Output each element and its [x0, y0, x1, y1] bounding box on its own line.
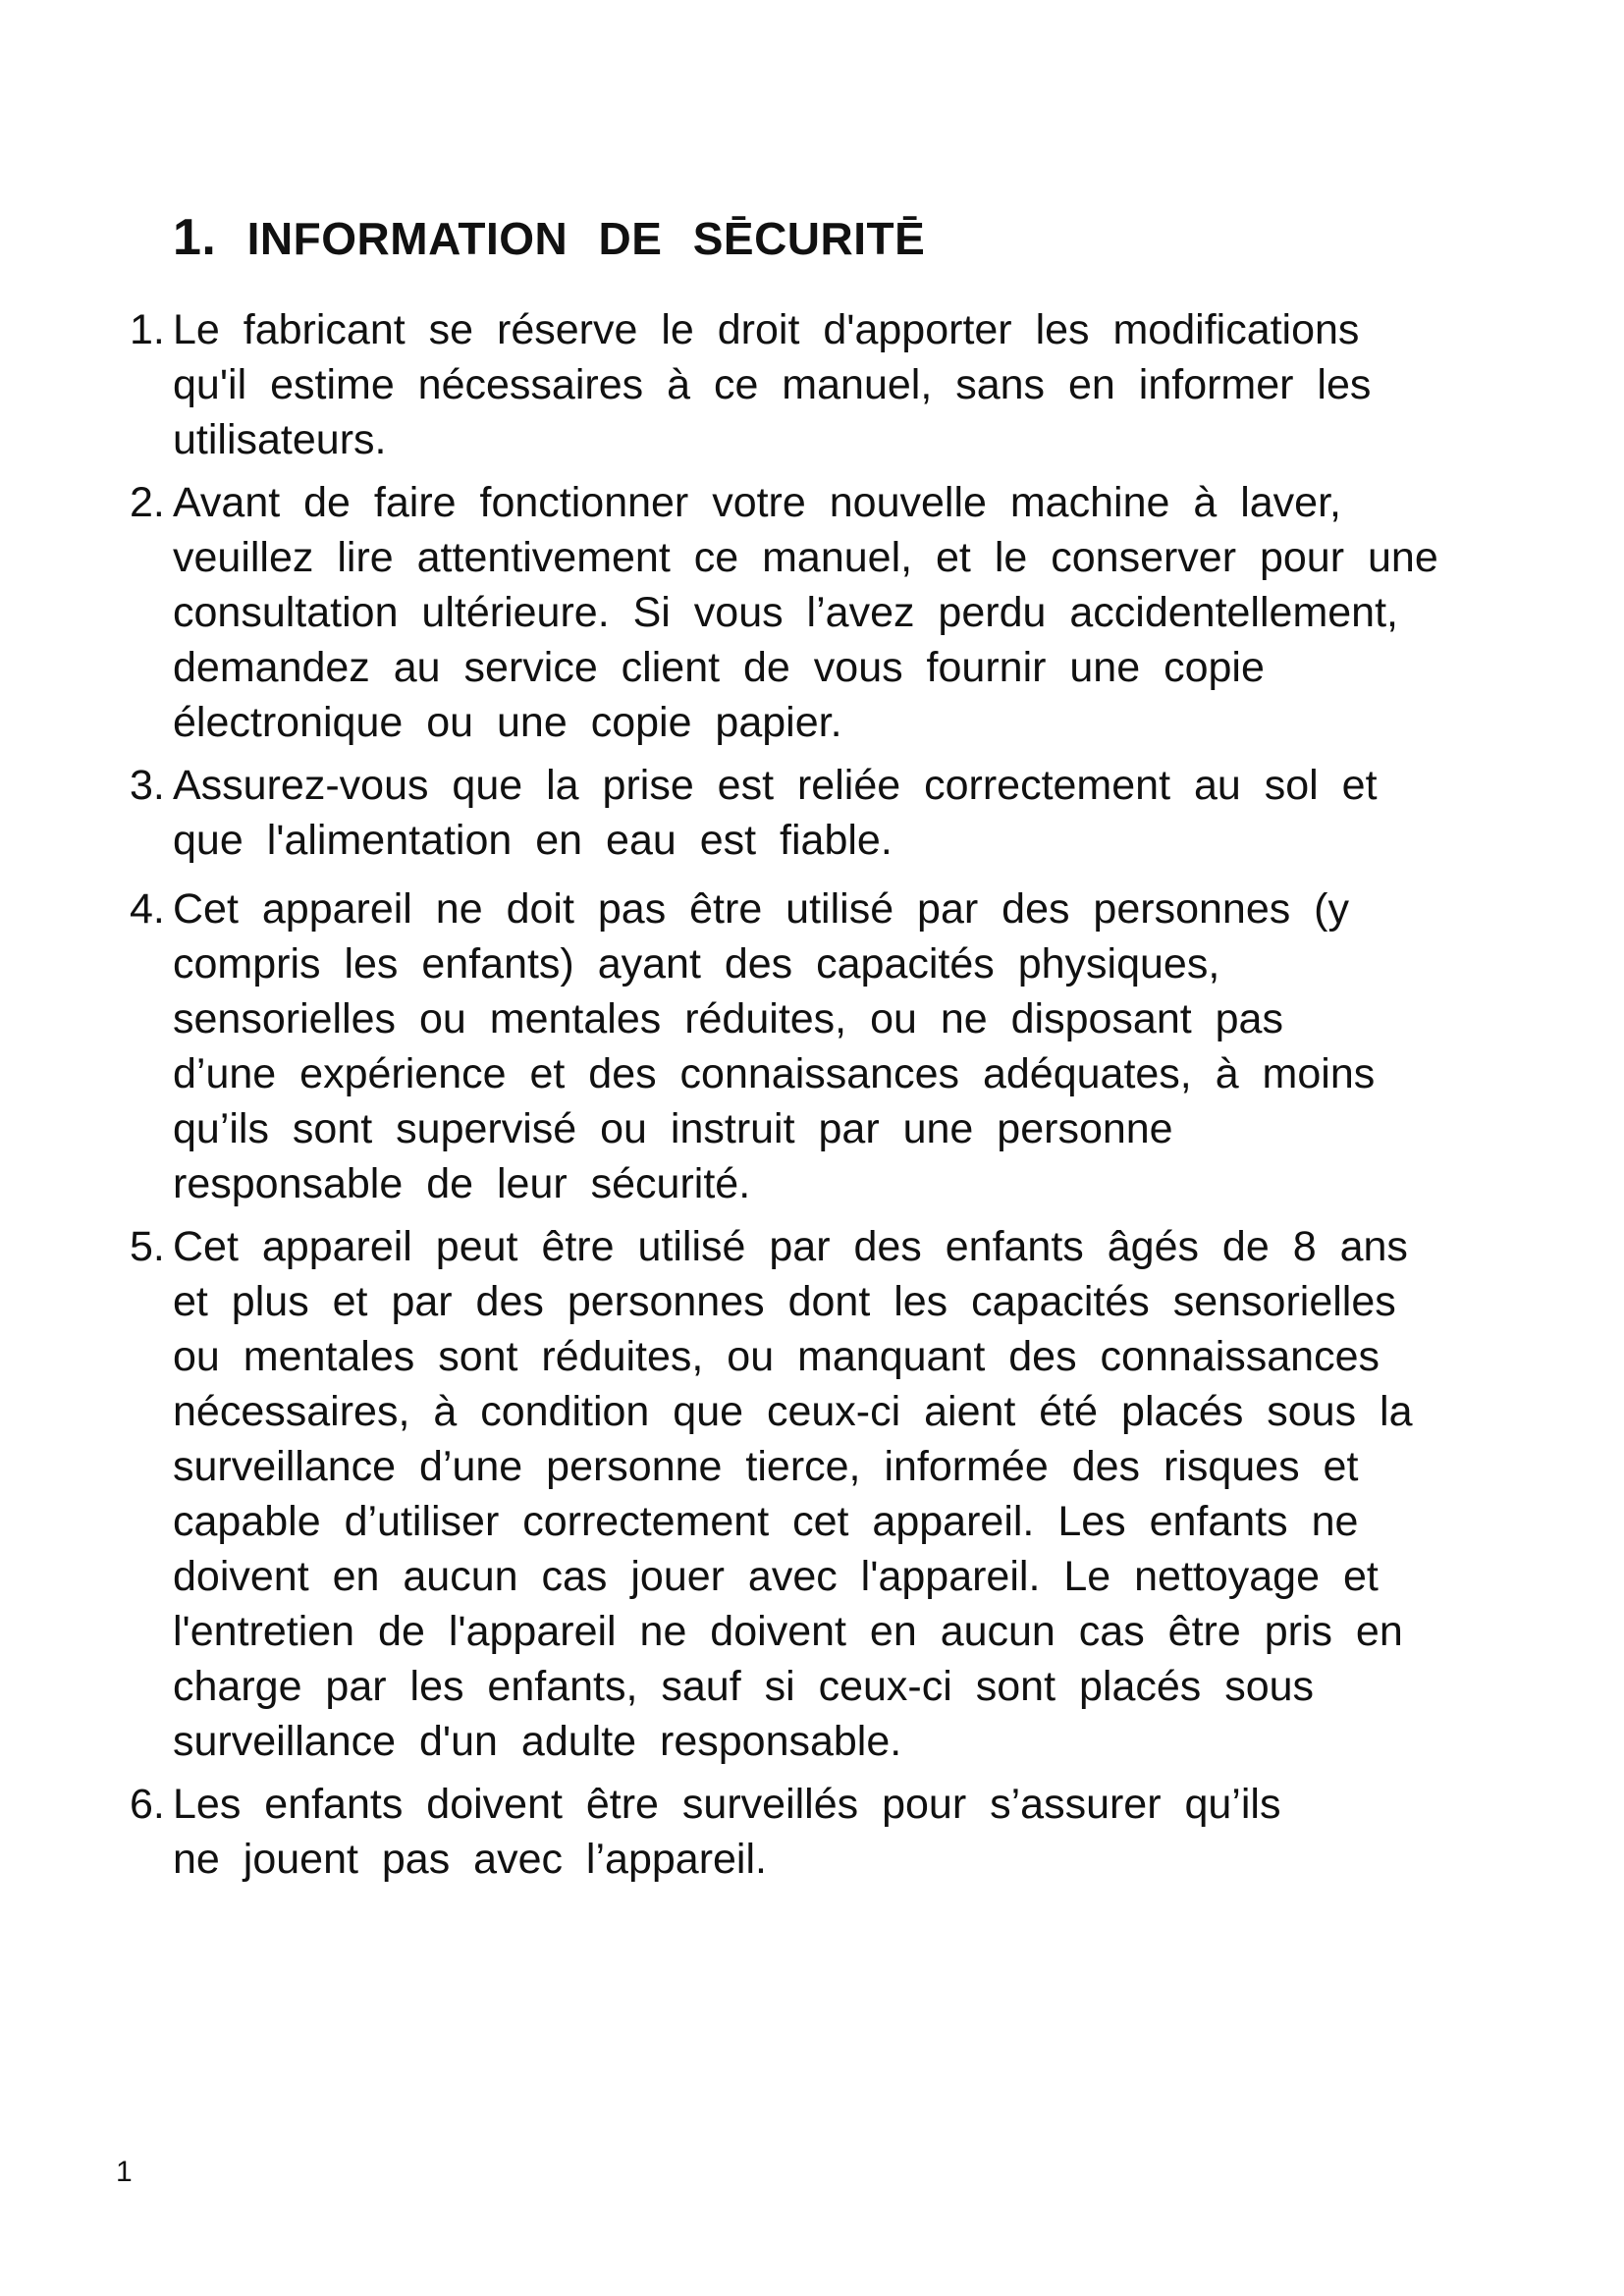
section-number: 1. [173, 209, 217, 266]
item-text-line: compris les enfants) ayant des capacités physiques, [173, 940, 1220, 988]
page-title [173, 208, 925, 267]
item-number: 2. [130, 479, 165, 526]
item-text-line: capable d’utiliser correctement cet appareil. Les enfants ne [173, 1498, 1359, 1545]
list-item [130, 302, 1583, 467]
list-item [130, 1777, 1583, 1887]
item-text-line: sensorielles ou mentales réduites, ou ne disposant pas [173, 995, 1283, 1042]
item-text-line: utilisateurs. [173, 416, 387, 463]
item-text-line: nécessaires, à condition que ceux-ci aient été placés sous la [173, 1388, 1413, 1435]
item-text-line: Les enfants doivent être surveillés pour s’assurer qu’ils [173, 1781, 1281, 1828]
list-item [130, 881, 1583, 1211]
item-text-line: consultation ultérieure. Si vous l’avez perdu accidentellement, [173, 589, 1398, 636]
item-text-line: Le fabricant se réserve le droit d'apporter les modifications [173, 306, 1360, 353]
item-text-line: électronique ou une copie papier. [173, 699, 842, 746]
item-number: 5. [130, 1223, 165, 1270]
item-text-line: charge par les enfants, sauf si ceux-ci sont placés sous [173, 1663, 1315, 1710]
page-number: 1 [116, 2156, 133, 2188]
item-text-line: Cet appareil ne doit pas être utilisé par des personnes (y [173, 885, 1350, 933]
item-text-line: ne jouent pas avec l’appareil. [173, 1836, 767, 1883]
list-item [130, 475, 1583, 750]
section-title: INFORMATION DE SĒCURITĒ [246, 213, 926, 264]
item-text-line: que l'alimentation en eau est fiable. [173, 817, 893, 864]
item-number: 1. [130, 306, 165, 353]
item-text-line: responsable de leur sécurité. [173, 1160, 751, 1207]
list-item [130, 758, 1583, 868]
item-text-line: surveillance d'un adulte responsable. [173, 1718, 902, 1765]
item-number: 6. [130, 1781, 165, 1828]
item-text-line: qu’ils sont supervisé ou instruit par une personne [173, 1105, 1173, 1152]
item-text-line: doivent en aucun cas jouer avec l'appareil. Le nettoyage et [173, 1553, 1379, 1600]
item-text-line: qu'il estime nécessaires à ce manuel, sans en informer les [173, 361, 1372, 408]
item-text-line: d’une expérience et des connaissances adéquates, à moins [173, 1050, 1376, 1097]
item-text-line: et plus et par des personnes dont les capacités sensorielles [173, 1278, 1396, 1325]
item-text-line: surveillance d’une personne tierce, informée des risques et [173, 1443, 1359, 1490]
item-text-line: l'entretien de l'appareil ne doivent en aucun cas être pris en [173, 1608, 1403, 1655]
safety-list [130, 302, 1583, 1887]
item-text-line: demandez au service client de vous fournir une copie [173, 644, 1265, 691]
item-text-line: Cet appareil peut être utilisé par des enfants âgés de 8 ans [173, 1223, 1408, 1270]
list-item [130, 1219, 1583, 1769]
item-number: 3. [130, 762, 165, 809]
item-text-line: Assurez-vous que la prise est reliée correctement au sol et [173, 762, 1378, 809]
item-text-line: veuillez lire attentivement ce manuel, et le conserver pour une [173, 534, 1438, 581]
item-number: 4. [130, 885, 165, 933]
item-text-line: ou mentales sont réduites, ou manquant des connaissances [173, 1333, 1380, 1380]
item-text-line: Avant de faire fonctionner votre nouvelle machine à laver, [173, 479, 1341, 526]
